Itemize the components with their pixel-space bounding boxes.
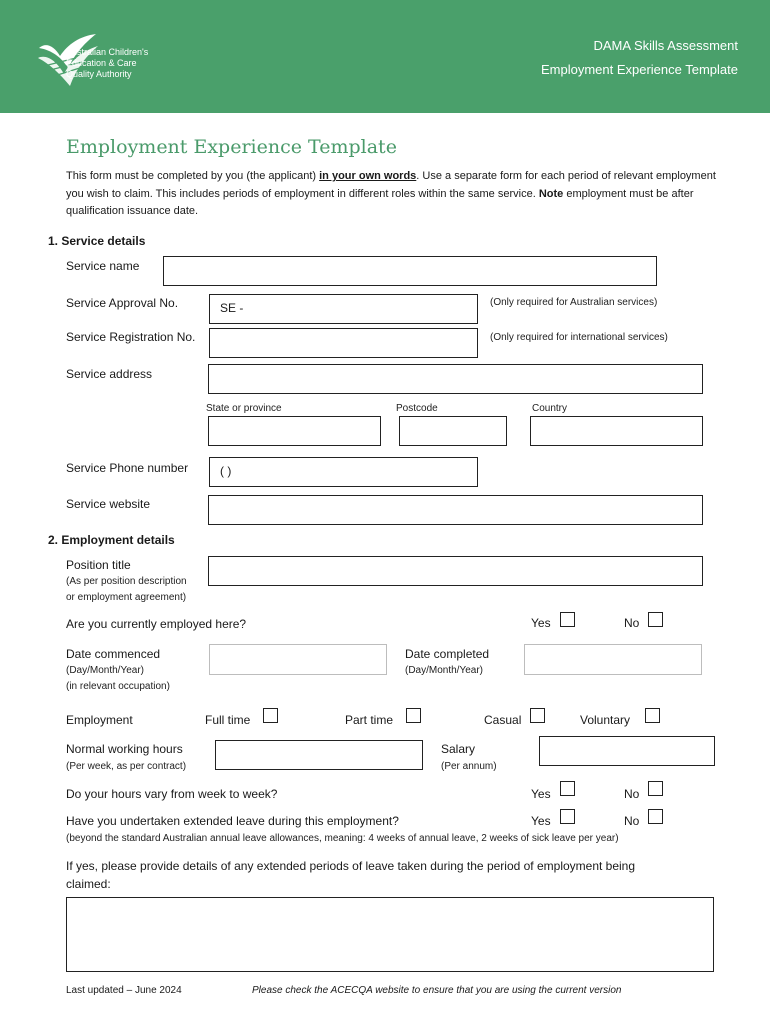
extended-leave-no-checkbox[interactable] <box>648 809 663 824</box>
service-name-label: Service name <box>66 259 140 273</box>
intro-text-a: This form must be completed by you (the applicant) <box>66 170 320 182</box>
currently-employed-yes-checkbox[interactable] <box>560 612 575 627</box>
working-hours-input[interactable] <box>215 740 423 770</box>
full-time-label: Full time <box>205 713 251 727</box>
hours-vary-question: Do your hours vary from week to week? <box>66 787 278 801</box>
service-approval-label: Service Approval No. <box>66 296 179 310</box>
header-banner <box>0 0 770 113</box>
date-completed-note: (Day/Month/Year) <box>405 665 483 676</box>
service-name-input[interactable] <box>163 256 657 286</box>
casual-checkbox[interactable] <box>530 708 545 723</box>
page-title: Employment Experience Template <box>66 136 397 158</box>
date-commenced-note-2: (in relevant occupation) <box>66 681 170 692</box>
service-phone-label: Service Phone number <box>66 461 189 475</box>
position-title-note-1: (As per position description <box>66 576 187 587</box>
service-registration-note: (Only required for international services) <box>490 332 668 343</box>
service-address-label: Service address <box>66 367 153 381</box>
hours-vary-yes-label: Yes <box>531 787 551 801</box>
employment-type-label: Employment <box>66 713 133 727</box>
salary-input[interactable] <box>539 736 715 766</box>
intro-note: Note <box>538 187 564 200</box>
last-updated-text: Last updated – June 2024 <box>66 985 182 996</box>
header-template-title: Employment Experience Template <box>540 62 738 77</box>
full-time-checkbox[interactable] <box>263 708 278 723</box>
date-commenced-input[interactable] <box>209 644 387 675</box>
leave-details-prompt-line-1: If yes, please provide details of any extended periods of leave taken during the period of employment being <box>66 859 636 873</box>
hours-vary-no-checkbox[interactable] <box>648 781 663 796</box>
service-registration-label: Service Registration No. <box>66 330 196 344</box>
part-time-checkbox[interactable] <box>406 708 421 723</box>
extended-leave-no-label: No <box>624 814 640 828</box>
hours-vary-no-label: No <box>624 787 640 801</box>
service-registration-input[interactable] <box>209 328 478 358</box>
country-label: Country <box>532 403 568 414</box>
voluntary-checkbox[interactable] <box>645 708 660 723</box>
leave-details-prompt-line-2: claimed: <box>66 877 111 891</box>
service-approval-input[interactable] <box>209 294 478 324</box>
intro-paragraph <box>66 168 716 221</box>
currently-employed-no-checkbox[interactable] <box>648 612 663 627</box>
leave-details-textarea[interactable] <box>66 897 714 972</box>
postcode-label: Postcode <box>396 403 438 414</box>
version-check-notice: Please check the ACECQA website to ensure that you are using the current version <box>252 985 622 996</box>
service-approval-note: (Only required for Australian services) <box>490 297 658 308</box>
date-commenced-note-1: (Day/Month/Year) <box>66 665 144 676</box>
currently-employed-question: Are you currently employed here? <box>66 617 247 631</box>
casual-label: Casual <box>484 713 522 727</box>
currently-employed-no-label: No <box>624 616 640 630</box>
salary-note: (Per annum) <box>441 761 497 772</box>
section-1-heading: 1. Service details <box>48 234 146 248</box>
service-website-input[interactable] <box>208 495 703 525</box>
service-phone-input[interactable] <box>209 457 478 487</box>
voluntary-label: Voluntary <box>580 713 631 727</box>
date-completed-label: Date completed <box>405 647 490 661</box>
position-title-label: Position title <box>66 558 131 572</box>
intro-emphasis: in your own words <box>319 170 417 182</box>
org-name-line-2: Education & Care <box>66 58 137 68</box>
date-commenced-label: Date commenced <box>66 647 161 661</box>
org-name-line-1: Australian Children's <box>66 47 149 57</box>
state-input[interactable] <box>208 416 381 446</box>
service-phone-prefix: ( ) <box>220 464 232 478</box>
section-2-heading: 2. Employment details <box>48 533 175 547</box>
service-address-input[interactable] <box>208 364 703 394</box>
extended-leave-note: (beyond the standard Australian annual leave allowances, meaning: 4 weeks of annual leave, 2 weeks of sick leave per year) <box>66 833 619 844</box>
position-title-input[interactable] <box>208 556 703 586</box>
service-website-label: Service website <box>66 497 151 511</box>
extended-leave-question: Have you undertaken extended leave during this employment? <box>66 814 399 828</box>
country-input[interactable] <box>530 416 703 446</box>
currently-employed-yes-label: Yes <box>531 616 551 630</box>
position-title-note-2: or employment agreement) <box>66 592 187 603</box>
intro-text-b: . Use a separate form for each period of relevant employment you wish to claim. This includes periods of employment in different roles within the same service. <box>66 170 716 200</box>
org-name-line-3: Quality Authority <box>66 69 132 79</box>
working-hours-label: Normal working hours <box>66 742 183 756</box>
extended-leave-yes-checkbox[interactable] <box>560 809 575 824</box>
hours-vary-yes-checkbox[interactable] <box>560 781 575 796</box>
service-approval-prefix: SE - <box>220 301 244 315</box>
intro-text-c: employment must be after qualification issuance date. <box>66 187 694 217</box>
state-label: State or province <box>206 403 282 414</box>
salary-label: Salary <box>441 742 476 756</box>
part-time-label: Part time <box>345 713 394 727</box>
header-program-title: DAMA Skills Assessment <box>593 38 738 53</box>
extended-leave-yes-label: Yes <box>531 814 551 828</box>
working-hours-note: (Per week, as per contract) <box>66 761 187 772</box>
postcode-input[interactable] <box>399 416 507 446</box>
date-completed-input[interactable] <box>524 644 702 675</box>
